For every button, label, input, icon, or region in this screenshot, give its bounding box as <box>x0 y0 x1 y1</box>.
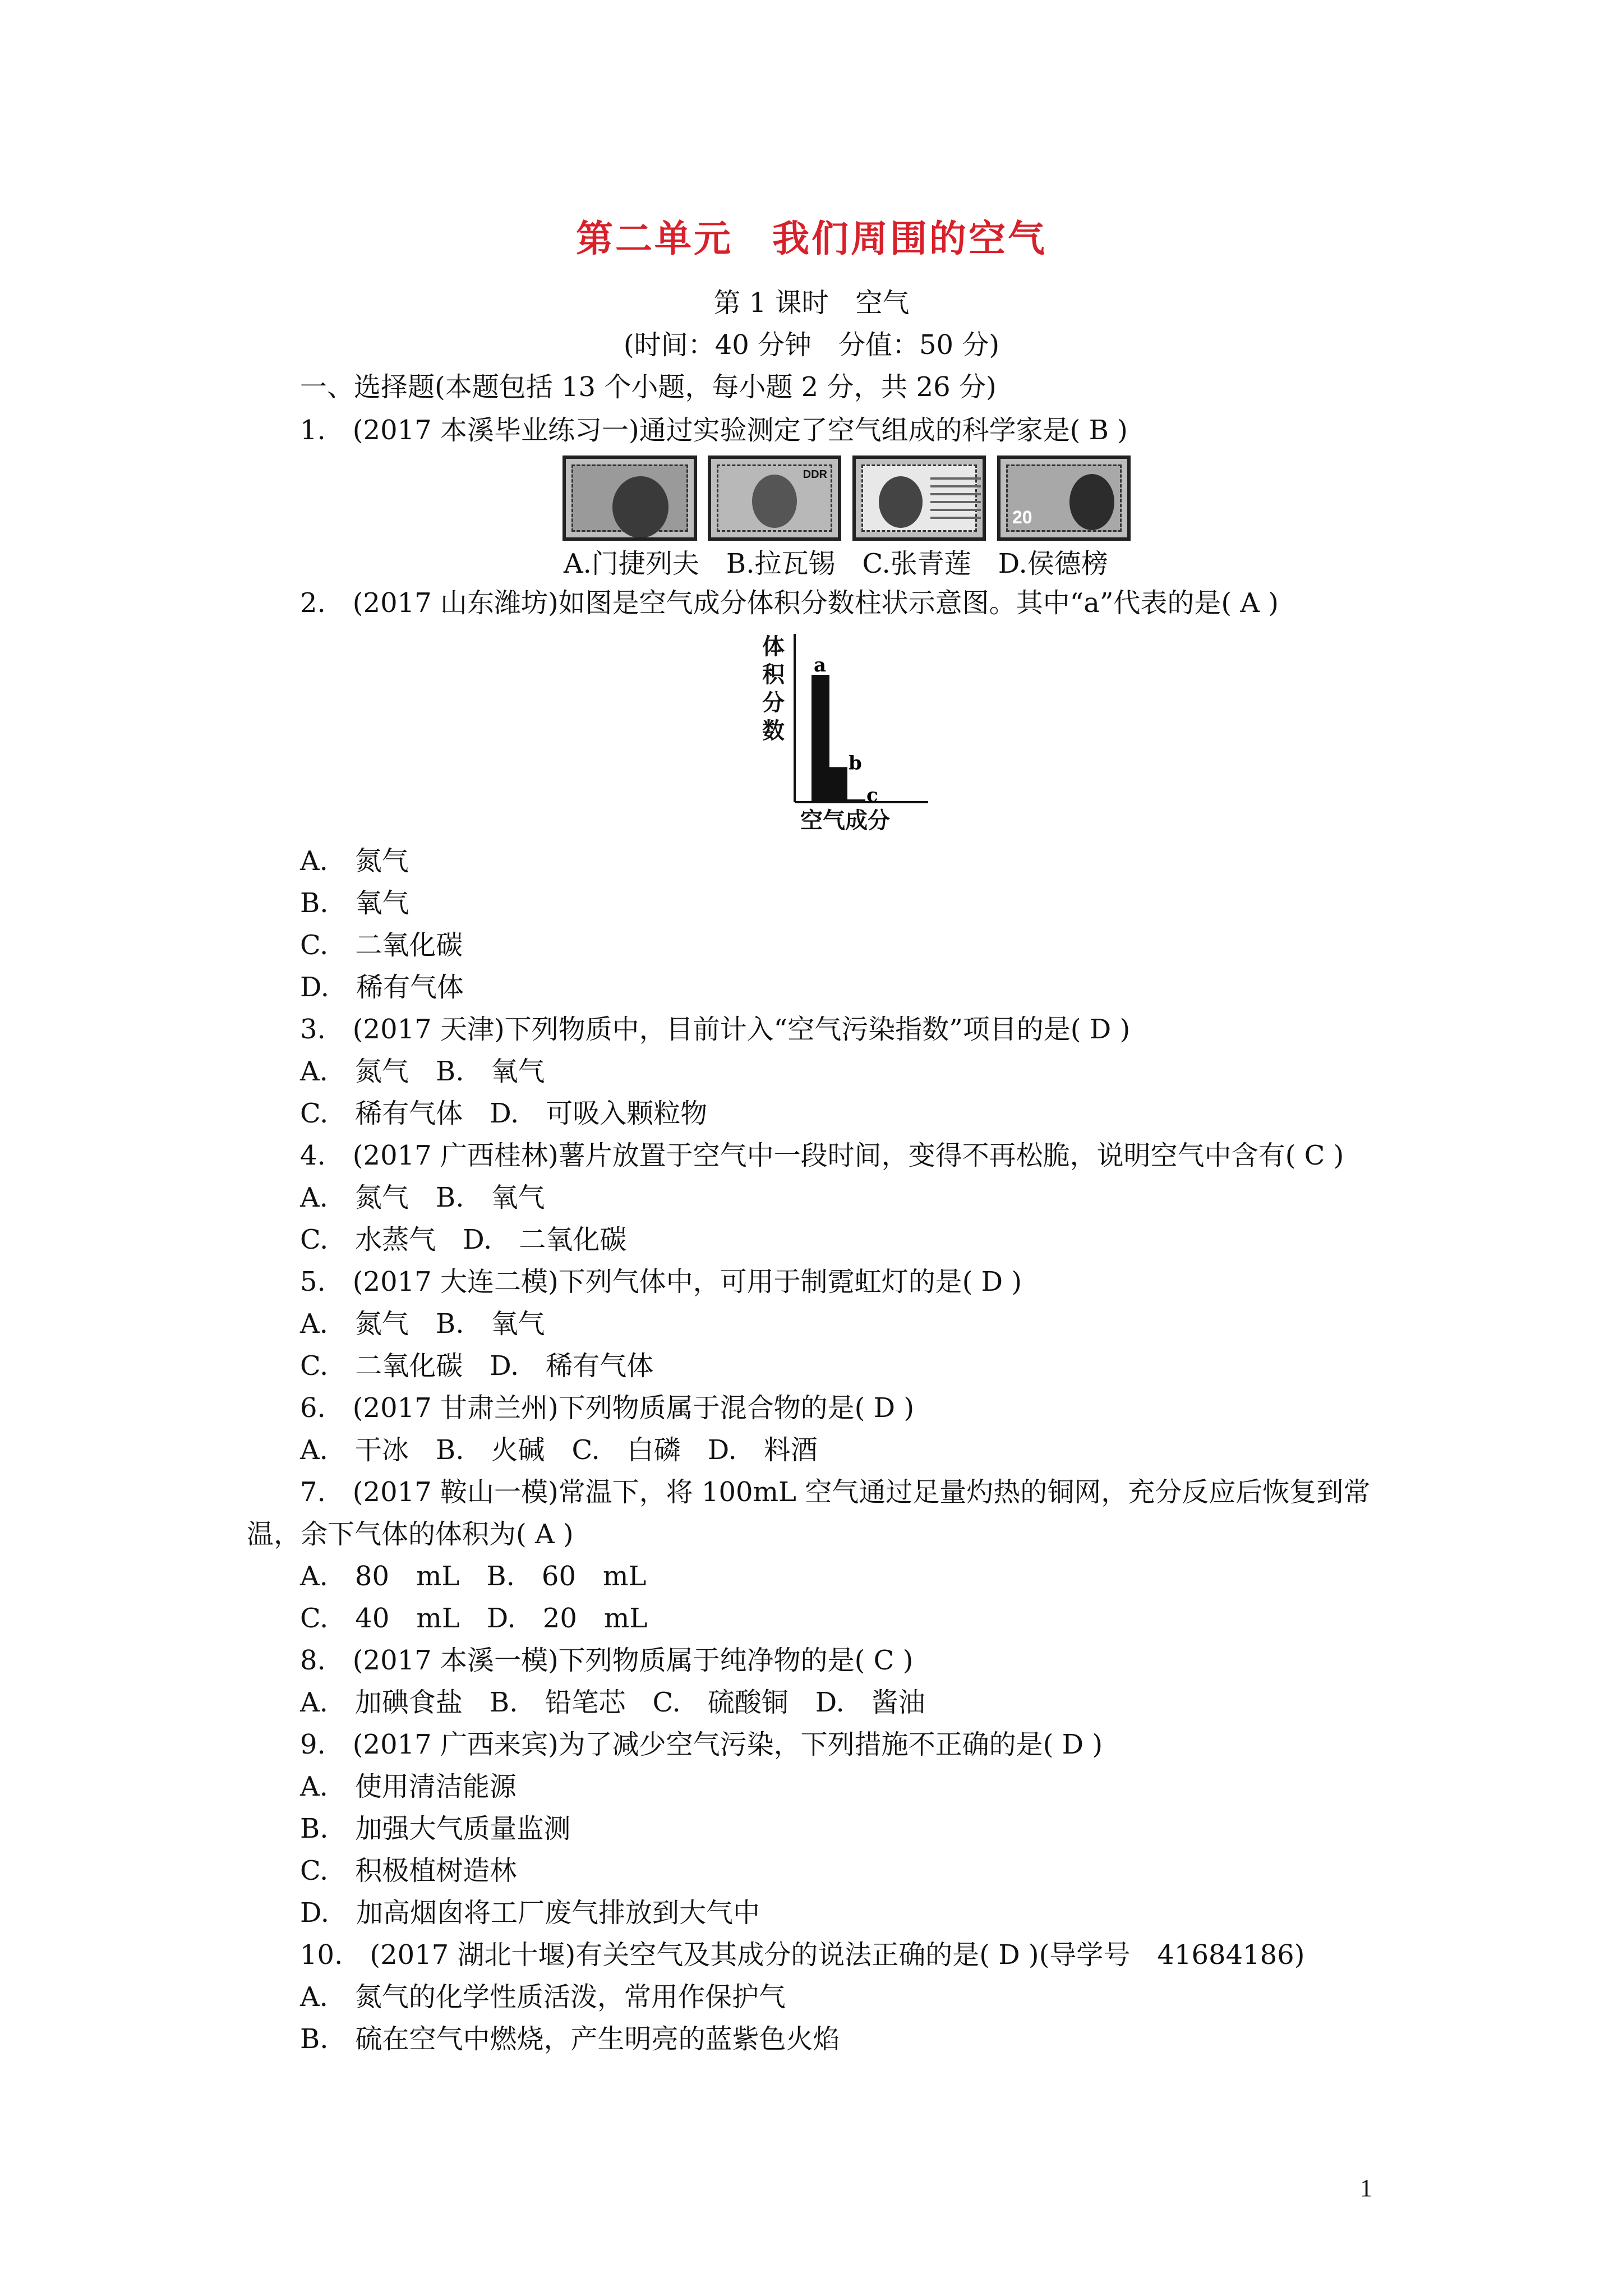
stamp-d-label: 20 <box>1012 507 1032 527</box>
lesson-title: 第 1 课时 空气 <box>713 287 910 319</box>
air-composition-chart <box>760 628 939 841</box>
q9-option-c: C. 积极植树造林 <box>300 1855 517 1887</box>
q3-stem: 3. (2017 天津)下列物质中，目前计入“空气污染指数”项目的是( D ) <box>300 1014 1131 1045</box>
bar-a <box>811 675 829 801</box>
q9-option-d: D. 加高烟囱将工厂废气排放到大气中 <box>300 1897 760 1929</box>
q1-stem: 1. (2017 本溪毕业练习一)通过实验测定了空气组成的科学家是( B ) <box>300 415 1128 446</box>
q7-options-2: C. 40 mL D. 20 mL <box>300 1603 648 1634</box>
q2-option-c: C. 二氧化碳 <box>300 930 463 961</box>
q2-stem: 2. (2017 山东潍坊)如图是空气成分体积分数柱状示意图。其中“a”代表的是( A ) <box>300 587 1279 619</box>
stamp-b-label: DDR <box>803 468 827 481</box>
q3-options-1: A. 氮气 B. 氧气 <box>300 1056 545 1087</box>
q9-option-b: B. 加强大气质量监测 <box>300 1813 571 1844</box>
bar-b <box>829 767 847 801</box>
q9-stem: 9. (2017 广西来宾)为了减少空气污染，下列措施不正确的是( D ) <box>300 1729 1103 1760</box>
stamp-b-image <box>708 455 841 541</box>
q5-options-2: C. 二氧化碳 D. 稀有气体 <box>300 1350 654 1382</box>
stamp-c-image <box>852 455 986 541</box>
q10-stem: 10. (2017 湖北十堰)有关空气及其成分的说法正确的是( D )(导学号 41684186) <box>300 1939 1305 1971</box>
stamp-d-image <box>997 455 1131 541</box>
q7-stem-line2: 温，余下气体的体积为( A ) <box>247 1519 574 1550</box>
bar-label-b: b <box>849 752 862 775</box>
bar-c <box>847 799 865 801</box>
q7-options-1: A. 80 mL B. 60 mL <box>300 1561 647 1592</box>
q5-options-1: A. 氮气 B. 氧气 <box>300 1308 545 1340</box>
q10-option-b: B. 硫在空气中燃烧，产生明亮的蓝紫色火焰 <box>300 2023 840 2055</box>
q10-option-a: A. 氮气的化学性质活泼，常用作保护气 <box>300 1981 786 2013</box>
q1-options: A.门捷列夫 B.拉瓦锡 C.张青莲 D.侯德榜 <box>564 548 1108 579</box>
y-axis-label: 体积分数 <box>762 633 785 744</box>
q7-stem-line1: 7. (2017 鞍山一模)常温下，将 100mL 空气通过足量灼热的铜网，充分反应后恢复到常 <box>300 1476 1371 1508</box>
x-axis-label: 空气成分 <box>800 807 890 834</box>
q4-stem: 4. (2017 广西桂林)薯片放置于空气中一段时间，变得不再松脆，说明空气中含有( C ) <box>300 1140 1344 1171</box>
bar-label-c: c <box>866 784 878 807</box>
q2-option-b: B. 氧气 <box>300 887 409 919</box>
q6-stem: 6. (2017 甘肃兰州)下列物质属于混合物的是( D ) <box>300 1392 915 1424</box>
q2-option-a: A. 氮气 <box>300 845 409 877</box>
stamp-a-image <box>562 455 697 541</box>
q3-options-2: C. 稀有气体 D. 可吸入颗粒物 <box>300 1098 708 1129</box>
page-number: 1 <box>1360 2174 1372 2202</box>
bar-label-a: a <box>814 654 827 677</box>
q8-stem: 8. (2017 本溪一模)下列物质属于纯净物的是( C ) <box>300 1645 914 1676</box>
exam-meta: (时间：40 分钟 分值：50 分) <box>623 329 1000 361</box>
section-heading: 一、选择题(本题包括 13 个小题，每小题 2 分，共 26 分) <box>300 371 997 403</box>
q9-option-a: A. 使用清洁能源 <box>300 1771 517 1802</box>
q4-options-1: A. 氮气 B. 氧气 <box>300 1182 545 1213</box>
q8-options: A. 加碘食盐 B. 铅笔芯 C. 硫酸铜 D. 酱油 <box>300 1687 925 1718</box>
q4-options-2: C. 水蒸气 D. 二氧化碳 <box>300 1224 627 1255</box>
unit-title: 第二单元 我们周围的空气 <box>576 217 1047 260</box>
q5-stem: 5. (2017 大连二模)下列气体中，可用于制霓虹灯的是( D ) <box>300 1266 1022 1297</box>
q6-options: A. 干冰 B. 火碱 C. 白磷 D. 料酒 <box>300 1434 818 1466</box>
q2-option-d: D. 稀有气体 <box>300 972 464 1003</box>
